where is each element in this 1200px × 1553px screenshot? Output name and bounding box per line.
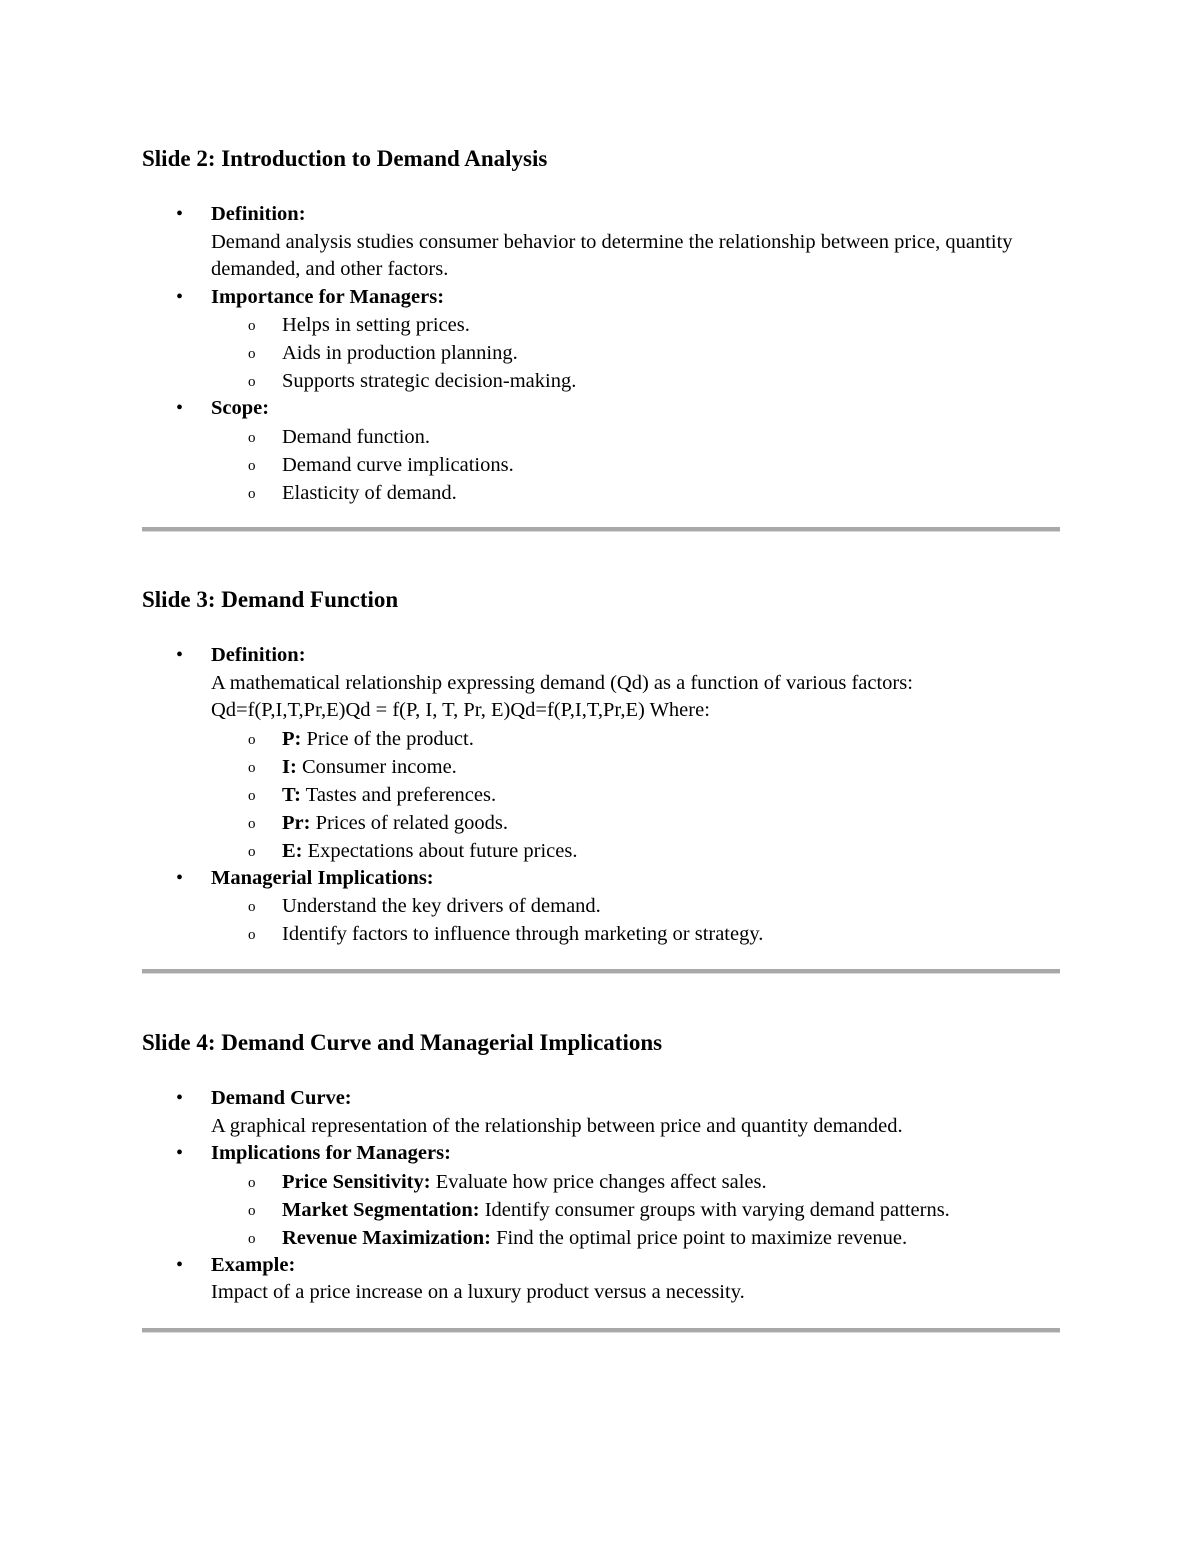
scope-label: Scope: [211, 397, 270, 419]
bullet-dot-icon: • [176, 285, 184, 308]
bullet-dot-icon: • [176, 1253, 184, 1276]
slide-4-section [142, 1029, 1060, 1303]
list-item: o Understand the key drivers of demand. [142, 892, 1060, 920]
bullet-demand-curve [142, 1085, 1060, 1140]
implications-label: Managerial Implications: [211, 866, 434, 889]
importance-label: Importance for Managers: [211, 285, 445, 308]
list-item: o E: Expectations about future prices. [142, 837, 1060, 865]
circle-bullet-icon: o [248, 899, 256, 915]
demand-curve-text: A graphical representation of the relationship between price and quantity demanded. [211, 1114, 903, 1137]
circle-bullet-icon: o [248, 485, 256, 502]
list-item: o Price Sensitivity: Evaluate how price changes affect sales. [142, 1168, 1060, 1196]
factors-sublist [211, 725, 1060, 865]
circle-bullet-icon: o [248, 927, 256, 943]
bullet-dot-icon: • [176, 1142, 184, 1164]
divider [142, 1328, 1060, 1333]
bullet-dot-icon: • [176, 644, 184, 666]
list-item: o Helps in setting prices. [142, 311, 1060, 339]
list-item: o Supports strategic decision-making. [142, 367, 1060, 395]
list-item: o Aids in production planning. [142, 339, 1060, 367]
bullet-dot-icon: • [176, 866, 184, 889]
list-item: o T: Tastes and preferences. [142, 781, 1060, 809]
list-item: o Pr: Prices of related goods. [142, 809, 1060, 837]
list-item: o I: Consumer income. [142, 753, 1060, 781]
bullet-example [142, 1252, 1060, 1307]
circle-bullet-icon: o [248, 787, 256, 804]
bullet-dot-icon: • [176, 1087, 184, 1109]
bullet-importance [142, 284, 1060, 396]
circle-bullet-icon: o [248, 1174, 256, 1191]
slide-4-title: Slide 4: Demand Curve and Managerial Implications [142, 1030, 663, 1055]
circle-bullet-icon: o [248, 457, 256, 474]
list-item: o P: Price of the product. [142, 725, 1060, 753]
circle-bullet-icon: o [248, 318, 256, 334]
list-item: o Elasticity of demand. [142, 479, 1060, 507]
definition-line-1: A mathematical relationship expressing demand (Qd) as a function of various factors: [211, 671, 913, 694]
circle-bullet-icon: o [248, 429, 256, 446]
circle-bullet-icon: o [248, 843, 256, 860]
divider [142, 527, 1060, 532]
list-item: o Revenue Maximization: Find the optimal price point to maximize revenue. [142, 1224, 1060, 1252]
slide-3-title: Slide 3: Demand Function [142, 587, 399, 612]
list-item: o Market Segmentation: Identify consumer groups with varying demand patterns. [142, 1196, 1060, 1224]
slide-4-bullets [142, 1085, 1060, 1307]
circle-bullet-icon: o [248, 346, 256, 362]
divider [142, 969, 1060, 974]
list-item: o Identify factors to influence through marketing or strategy. [142, 920, 1060, 948]
slide-3-bullets [142, 642, 1060, 948]
bullet-managerial-implications [142, 865, 1060, 949]
implications-label: Implications for Managers: [211, 1142, 451, 1164]
definition-text: Demand analysis studies consumer behavior to determine the relationship between price, quantity demanded, and other factors. [211, 230, 1013, 280]
definition-formula: Qd=f(P,I,T,Pr,E)Qd = f(P, I, T, Pr, E)Qd=f(P,I,T,Pr,E) Where: [211, 699, 710, 721]
scope-sublist [211, 423, 1060, 507]
bullet-scope [142, 395, 1060, 507]
circle-bullet-icon: o [248, 731, 256, 748]
example-label: Example: [211, 1253, 296, 1276]
bullet-dot-icon: • [176, 203, 184, 225]
definition-label: Definition: [211, 203, 306, 225]
importance-sublist [211, 311, 1060, 395]
demand-curve-label: Demand Curve: [211, 1087, 352, 1109]
slide-2-bullets [142, 201, 1060, 507]
bullet-dot-icon: • [176, 397, 184, 419]
circle-bullet-icon: o [248, 374, 256, 390]
slide-2-title: Slide 2: Introduction to Demand Analysis [142, 146, 548, 171]
circle-bullet-icon: o [248, 1202, 256, 1219]
slide-2-section [142, 145, 1060, 504]
circle-bullet-icon: o [248, 1230, 256, 1247]
list-item: o Demand function. [142, 423, 1060, 451]
implications-sublist [211, 892, 1060, 948]
bullet-definition [142, 201, 1060, 284]
example-text: Impact of a price increase on a luxury product versus a necessity. [211, 1281, 745, 1303]
circle-bullet-icon: o [248, 815, 256, 832]
circle-bullet-icon: o [248, 759, 256, 776]
bullet-implications [142, 1140, 1060, 1252]
list-item: o Demand curve implications. [142, 451, 1060, 479]
bullet-definition [142, 642, 1060, 865]
definition-label: Definition: [211, 644, 306, 666]
slide-3-section [142, 586, 1060, 945]
implications-sublist [211, 1168, 1060, 1252]
